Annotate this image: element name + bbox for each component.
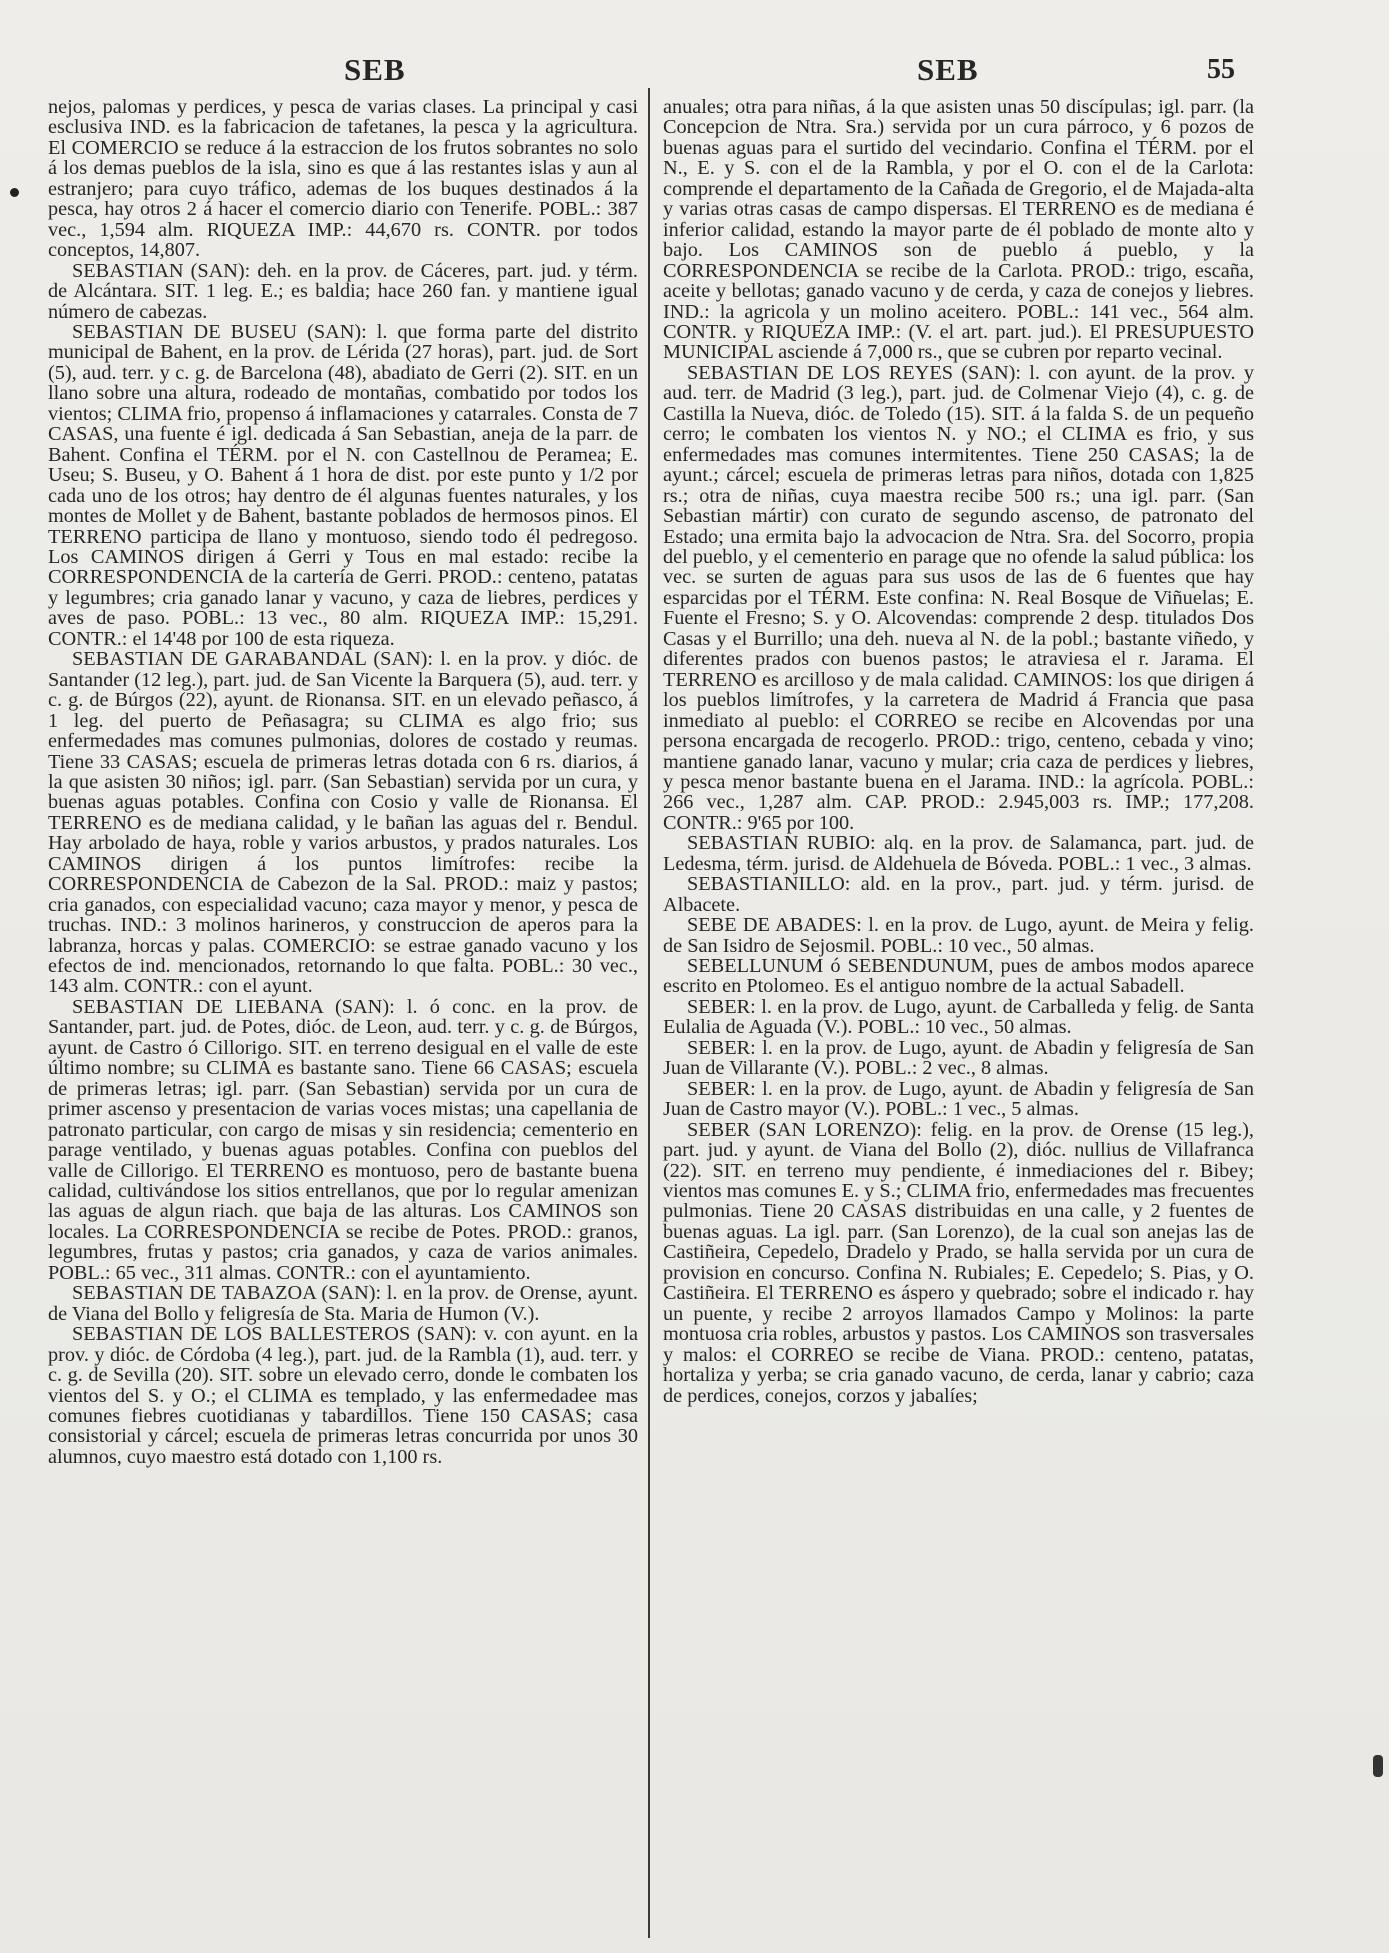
right-running-headword: SEB	[917, 52, 979, 87]
left-text-column	[48, 97, 638, 1942]
dictionary-entry: SEBASTIAN DE LOS BALLESTEROS (SAN): v. con ayunt. en la prov. y dióc. de Córdoba (4 leg.), part. jud. de la Rambla (1), aud. terr. y c. g. de Sevilla (20). SIT. sobre un elevado cerro, donde le combaten los vientos del S. y O.; el CLIMA es templado, y las enfermedadee mas comunes fiebres cuotidianas y tabardillos. Tiene 150 CASAS; casa consistorial y cárcel; escuela de primeras letras concurrida por unos 30 alumnos, cuyo maestro está dotado con 1,100 rs.	[48, 1323, 638, 1468]
ink-speck	[10, 188, 19, 197]
running-header	[0, 52, 1389, 96]
dictionary-entry: SEBASTIAN DE TABAZOA (SAN): l. en la prov. de Orense, ayunt. de Viana del Bollo y feligresía de Sta. Maria de Humon (V.).	[48, 1282, 638, 1325]
continued-entry-text: anuales; otra para niñas, á la que asisten unas 50 discípulas; igl. parr. (la Concepcion de Ntra. Sra.) servida por un cura párroco, y 6 pozos de buenas aguas para el surtido del vecindario. Confina el TÉRM. por el N., E. y S. con el de la Rambla, y por el O. con el de la Carlota: comprende el departamento de la Cañada de Gregorio, el de Majada-alta y varias otras casas de campo dispersas. El TERRENO es de mediana é inferior calidad, estando la mayor parte de él poblado de monte alto y bajo. Los CAMINOS son de pueblo á pueblo, y la CORRESPONDENCIA se recibe de la Carlota. PROD.: trigo, escaña, aceite y bellotas; ganado vacuno y de cerda, y caza de conejos y liebres. IND.: la agricola y un molino aceitero. POBL.: 141 vec., 564 alm. CONTR. y RIQUEZA IMP.: (V. el art. part. jud.). El PRESUPUESTO MUNICIPAL asciende á 7,000 rs., que se cubren por reparto vecinal.	[663, 97, 1254, 364]
page-edge-mark	[1373, 1755, 1383, 1777]
left-running-headword: SEB	[344, 52, 406, 87]
dictionary-entry: SEBER: l. en la prov. de Lugo, ayunt. de Carballeda y felig. de Santa Eulalia de Aguada (V.). POBL.: 10 vec., 50 almas.	[663, 995, 1254, 1039]
dictionary-entry: SEBE DE ABADES: l. en la prov. de Lugo, ayunt. de Meira y felig. de San Isidro de Sejosmil. POBL.: 10 vec., 50 almas.	[663, 914, 1254, 957]
dictionary-entry: SEBELLUNUM ó SEBENDUNUM, pues de ambos modos aparece escrito en Ptolomeo. Es el antiguo nombre de la actual Sabadell.	[663, 955, 1254, 998]
dictionary-entry: SEBER: l. en la prov. de Lugo, ayunt. de Abadin y feligresía de San Juan de Villarante (V.). POBL.: 2 vec., 8 almas.	[663, 1036, 1254, 1080]
dictionary-entry: SEBASTIAN DE GARABANDAL (SAN): l. en la prov. y dióc. de Santander (12 leg.), part. jud. de San Vicente la Barquera (5), aud. terr. y c. g. de Búrgos (22), ayunt. de Rionansa. SIT. en un elevado peñasco, á 1 leg. del puerto de Peñasagra; su CLIMA es algo frio; sus enfermedades mas comunes pulmonias, dolores de costado y reumas. Tiene 33 CASAS; escuela de primeras letras dotada con 6 rs. diarios, á la que asisten 30 niños; igl. parr. (San Sebastian) servida por un cura, y buenas aguas potables. Confina con Cosio y valle de Rionansa. El TERRENO es de mediana calidad, y le bañan las aguas del r. Bendul. Hay arbolado de haya, roble y varios arbustos, y prados naturales. Los CAMINOS dirigen á los puntos limítrofes: recibe la CORRESPONDENCIA de Cabezon de la Sal. PROD.: maiz y pastos; cria ganados, con especialidad vacuno; caza mayor y menor, y pesca de truchas. IND.: 3 molinos harineros, y construccion de aperos para la labranza, horcas y palas. COMERCIO: se estrae ganado vacuno y los efectos de ind. mencionados, retornando lo que falta. POBL.: 30 vec., 143 alm. CONTR.: con el ayunt.	[48, 648, 638, 998]
dictionary-entry: SEBASTIANILLO: ald. en la prov., part. jud. y térm. jurisd. de Albacete.	[663, 873, 1254, 916]
dictionary-entry: SEBER (SAN LORENZO): felig. en la prov. de Orense (15 leg.), part. jud. y ayunt. de Viana del Bollo (2), dióc. nullius de Villafranca (22). SIT. en terreno muy pendiente, é inmediaciones del r. Bibey; vientos mas comunes E. y S.; CLIMA frio, enfermedades mas frecuentes pulmonias. Tiene 20 CASAS distribuidas en una calle, y 2 fuentes de buenas aguas. La igl. parr. (San Lorenzo), de la cual son anejas las de Castiñeira, Cepedelo, Dradelo y Prado, se halla servida por un cura de provision en concurso. Confina N. Rubiales; E. Cepedelo; S. Pias, y O. Castiñeira. El TERRENO es áspero y quebrado; sobre el indicado r. hay un puente, y recibe 2 arroyos llamados Campo y Molinos: la parte montuosa cria robles, arbustos y pastos. Los CAMINOS son trasversales y malos: el CORREO se recibe de Viana. PROD.: centeno, patatas, hortaliza y yerba; se cria ganado vacuno, de cerda, lanar y cabrio; caza de perdices, conejos, corzos y jabalíes;	[663, 1118, 1254, 1407]
dictionary-entry: SEBASTIAN (SAN): deh. en la prov. de Cáceres, part. jud. y térm. de Alcántara. SIT. 1 leg. E.; es baldia; hace 260 fan. y mantiene igual número de cabezas.	[48, 259, 638, 323]
dictionary-entry: SEBASTIAN RUBIO: alq. en la prov. de Salamanca, part. jud. de Ledesma, térm. jurisd. de Aldehuela de Bóveda. POBL.: 1 vec., 3 almas.	[663, 832, 1254, 875]
right-text-column	[663, 97, 1254, 1942]
dictionary-entry: SEBASTIAN DE BUSEU (SAN): l. que forma parte del distrito municipal de Bahent, en la prov. de Lérida (27 horas), part. jud. de Sort (5), aud. terr. y c. g. de Barcelona (48), abadiato de Gerri (2). SIT. en un llano sobre una altura, rodeado de montañas, combatido por todos los vientos; CLIMA frio, propenso á inflamaciones y catarrales. Consta de 7 CASAS, una fuente é igl. dedicada á San Sebastian, aneja de la parr. de Bahent. Confina el TÉRM. por el N. con Castellnou de Peramea; E. Useu; S. Buseu, y O. Bahent á 1 hora de dist. por este punto y 1/2 por cada uno de los otros; hay dentro de él algunas fuentes naturales, y los montes de Mollet y de Bahent, bastante poblados de hermosos pinos. El TERRENO participa de llano y montuoso, siendo todo él pedregoso. Los CAMINOS dirigen á Gerri y Tous en mal estado: recibe la CORRESPONDENCIA de la cartería de Gerri. PROD.: centeno, patatas y legumbres; cria ganado lanar y vacuno, y caza de liebres, perdices y aves de paso. POBL.: 13 vec., 80 alm. RIQUEZA IMP.: 15,291. CONTR.: el 14'48 por 100 de esta riqueza.	[48, 320, 638, 650]
column-divider	[648, 88, 650, 1938]
dictionary-entry: SEBASTIAN DE LOS REYES (SAN): l. con ayunt. de la prov. y aud. terr. de Madrid (3 leg.), part. jud. de Colmenar Viejo (4), c. g. de Castilla la Nueva, dióc. de Toledo (15). SIT. á la falda S. de un pequeño cerro; le combaten los vientos N. y NO.; el CLIMA es frio, y sus enfermedades mas comunes intermitentes. Tiene 250 CASAS; la de ayunt.; cárcel; escuela de primeras letras para niños, dotada con 1,825 rs.; otra de niñas, cuya maestra recibe 500 rs.; una igl. parr. (San Sebastian mártir) con curato de segundo ascenso, de patronato del Estado; una ermita bajo la advocacion de Ntra. Sra. del Socorro, propia del pueblo, y el cementerio en parage que no ofende la salud pública: los vec. se surten de aguas para sus usos de las de 6 fuentes que hay esparcidas por el TÉRM. Este confina: N. Real Bosque de Viñuelas; E. Fuente el Fresno; S. y O. Alcovendas: comprende 2 desp. titulados Dos Casas y el Burrillo; una deh. nueva al N. de la pobl.; bastante viñedo, y diferentes prados con buenos pastos; le atraviesa el r. Jarama. El TERRENO es arcilloso y de mala calidad. CAMINOS: los que dirigen á los pueblos limítrofes, y la carretera de Madrid á Francia que pasa inmediato al pueblo: el CORREO se recibe en Alcovendas por una persona encargada de recogerlo. PROD.: trigo, centeno, cebada y vino; mantiene ganado lanar, vacuno y mular; cria caza de perdices y liebres, y pesca menor bastante buena en el Jarama. IND.: la agrícola. POBL.: 266 vec., 1,287 alm. CAP. PROD.: 2.945,003 rs. IMP.; 177,208. CONTR.: 9'65 por 100.	[663, 361, 1254, 834]
continued-entry-text: nejos, palomas y perdices, y pesca de varias clases. La principal y casi esclusiva IND. es la fabricacion de tafetanes, la pesca y la agricultura. El COMERCIO se reduce á la estraccion de los frutos sobrantes no solo á los demas pueblos de la isla, sino es que á las restantes islas y aun al estranjero; para cuyo tráfico, ademas de los buques destinados á la pesca, hay otros 2 á hacer el comercio diario con Tenerife. POBL.: 387 vec., 1,594 alm. RIQUEZA IMP.: 44,670 rs. CONTR. por todos conceptos, 14,807.	[48, 97, 638, 262]
page-number: 55	[1207, 54, 1235, 85]
dictionary-entry: SEBASTIAN DE LIEBANA (SAN): l. ó conc. en la prov. de Santander, part. jud. de Potes, dióc. de Leon, aud. terr. y c. g. de Búrgos, ayunt. de Castro ó Cillorigo. SIT. en terreno desigual en el valle de este último nombre; su CLIMA es bastante sano. Tiene 66 CASAS; escuela de primeras letras; igl. parr. (San Sebastian) servida por un cura de primer ascenso y presentacion de varias voces mistas; una capellania de patronato particular, con cargo de misas y sin residencia; cementerio en parage ventilado, y buenas aguas potables. Confina con pueblos del valle de Cillorigo. El TERRENO es montuoso, pero de bastante buena calidad, cultivándose los sitios entrellanos, que por lo regular amenizan las aguas de algun riach. que baja de las alturas. Los CAMINOS son locales. La CORRESPONDENCIA se recibe de Potes. PROD.: granos, legumbres, frutas y pastos; cria ganados, y caza de varios animales. POBL.: 65 vec., 311 almas. CONTR.: con el ayuntamiento.	[48, 995, 638, 1284]
dictionary-entry: SEBER: l. en la prov. de Lugo, ayunt. de Abadin y feligresía de San Juan de Castro mayor (V.). POBL.: 1 vec., 5 almas.	[663, 1077, 1254, 1121]
